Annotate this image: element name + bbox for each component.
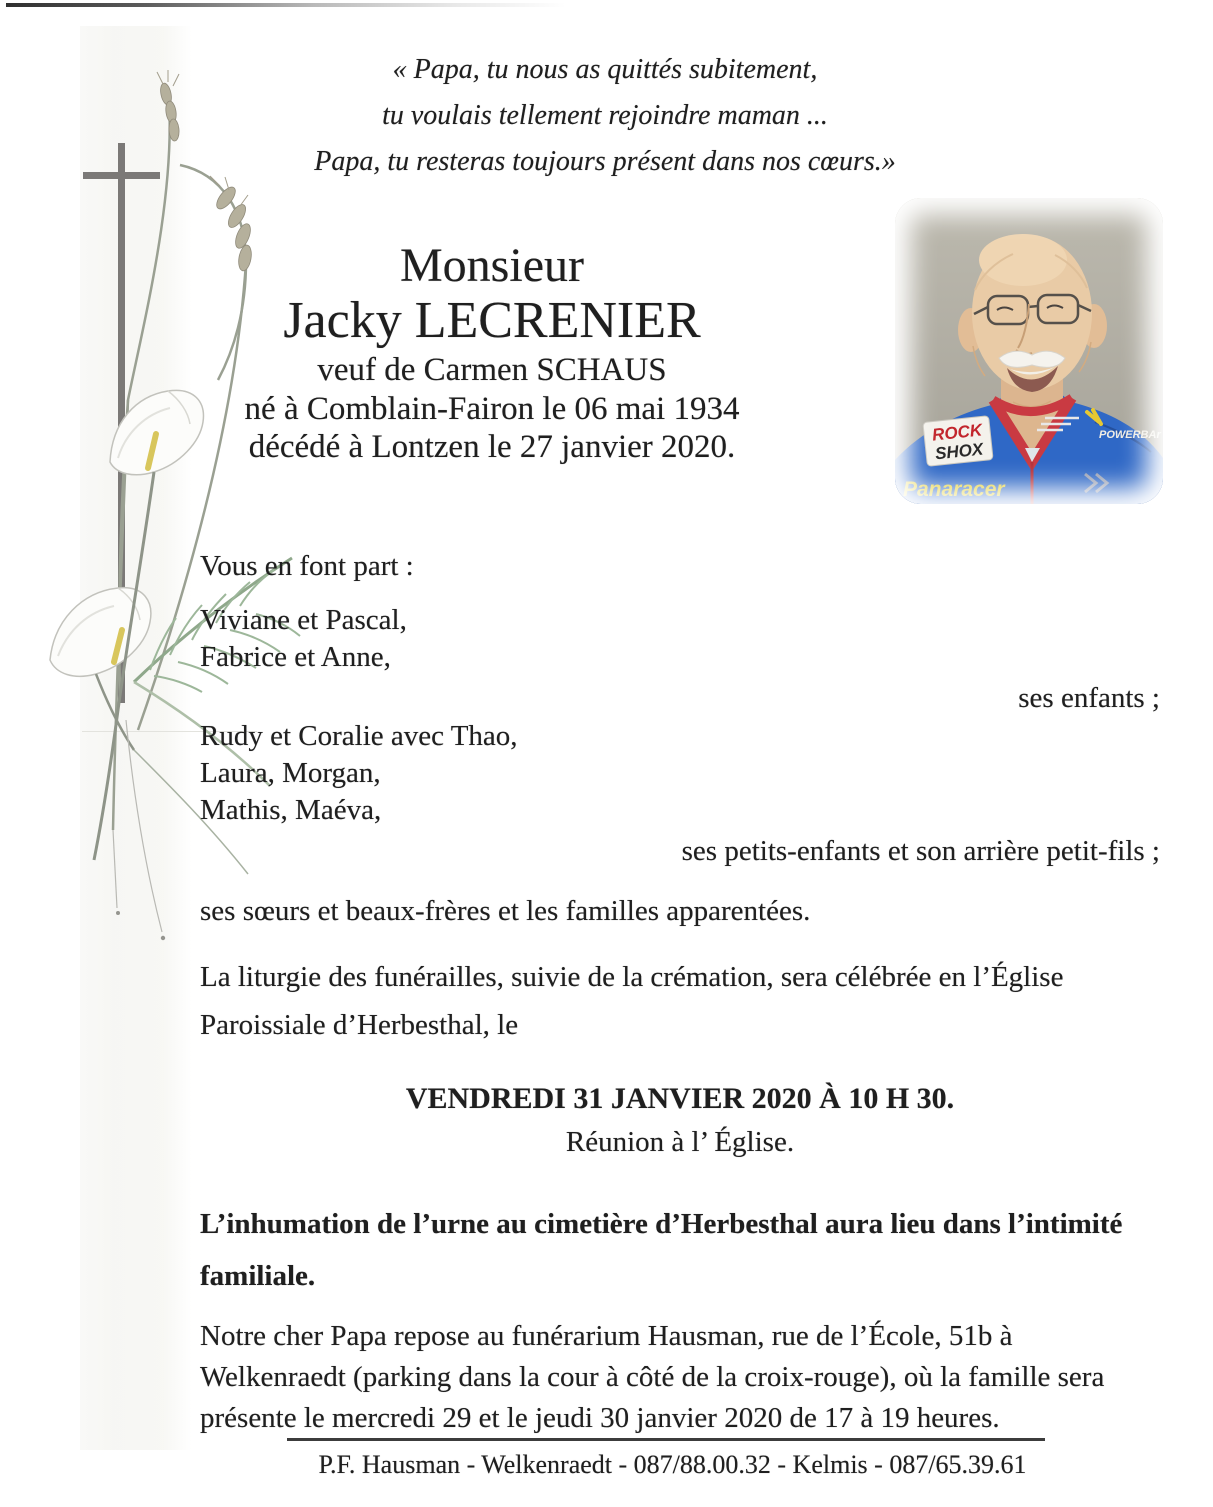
quote-line: tu voulais tellement rejoindre maman ... xyxy=(382,100,828,131)
scan-artifact-line xyxy=(6,3,566,7)
list-item: Viviane et Pascal, xyxy=(200,604,407,636)
rockshox-logo xyxy=(923,416,993,467)
panaracer-logo: Panaracer xyxy=(903,478,1005,501)
children-label: ses enfants ; xyxy=(1018,682,1160,714)
grandchildren-label: ses petits-enfants et son arrière petit-fils ; xyxy=(681,835,1160,867)
children-list xyxy=(200,602,407,676)
burial-notice: L’inhumation de l’urne au cimetière d’Herbesthal aura lieu dans l’intimité familiale. xyxy=(200,1208,1123,1292)
quote-line: « Papa, tu nous as quittés subitement, xyxy=(392,54,818,85)
quote-line: Papa, tu resteras toujours présent dans nos cœurs.» xyxy=(314,146,896,177)
svg-text:ROCK: ROCK xyxy=(931,420,983,445)
deceased-marital-status: veuf de Carmen SCHAUS xyxy=(317,352,667,388)
portrait-photo xyxy=(895,198,1163,504)
grandchildren-list xyxy=(200,718,518,829)
list-item: Mathis, Maéva, xyxy=(200,794,382,826)
list-item: Laura, Morgan, xyxy=(200,757,381,789)
footer-rule xyxy=(287,1438,1045,1441)
announcement-intro: Vous en font part : xyxy=(200,550,414,582)
ceremony-date: VENDREDI 31 JANVIER 2020 À 10 H 30. xyxy=(405,1082,955,1115)
repose-notice: Notre cher Papa repose au funérarium Hausman, rue de l’École, 51b à Welkenraedt (parking dans la cour à côté de la croix-rouge), où la famille sera présente le mercredi 29 et le jeudi 30 janvier 2020 de 17 à 19 heures. xyxy=(200,1320,1105,1434)
deceased-block xyxy=(167,240,817,466)
deceased-death-line: décédé à Lontzen le 27 janvier 2020. xyxy=(248,429,736,465)
list-item: Rudy et Coralie avec Thao, xyxy=(200,720,518,752)
svg-text:POWERBAr: POWERBAr xyxy=(1099,429,1161,441)
ceremony-meeting: Réunion à l’ Église. xyxy=(565,1126,795,1158)
deceased-name: Jacky LECRENIER xyxy=(283,292,701,349)
list-item: Fabrice et Anne, xyxy=(200,641,391,673)
liturgy-paragraph: La liturgie des funérailles, suivie de la crémation, sera célébrée en l’Église Paroissiale d’Herbesthal, le xyxy=(200,961,1064,1041)
funeral-home-contact: P.F. Hausman - Welkenraedt - 087/88.00.32 - Kelmis - 087/65.39.61 xyxy=(318,1450,1027,1479)
svg-text:SHOX: SHOX xyxy=(934,439,985,464)
siblings-line: ses sœurs et beaux-frères et les familles apparentées. xyxy=(200,895,811,927)
cross-and-lilies-art xyxy=(30,70,320,1020)
memorial-quote xyxy=(255,47,955,185)
deceased-title: Monsieur xyxy=(400,239,584,292)
deceased-birth-line: né à Comblain-Fairon le 06 mai 1934 xyxy=(244,391,740,427)
